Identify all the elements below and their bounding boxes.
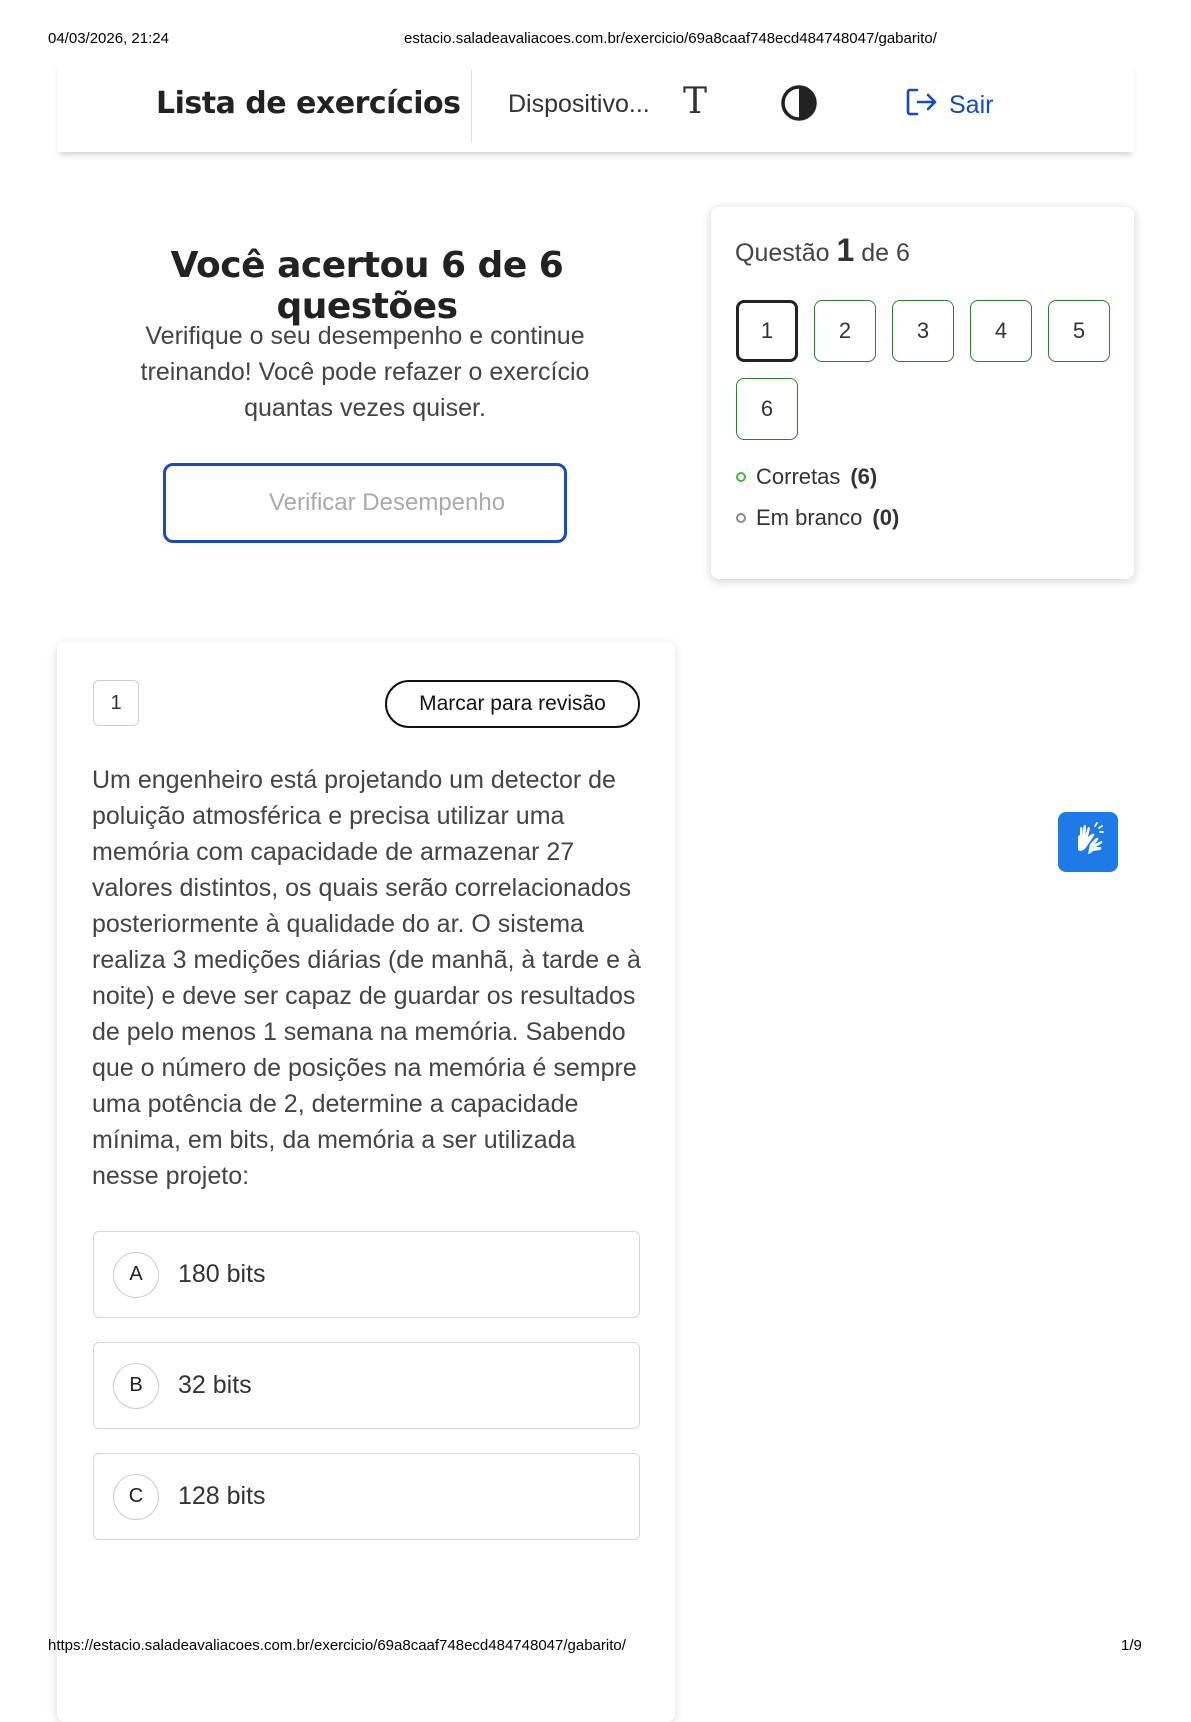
question-counter-suffix: de 6: [861, 239, 910, 267]
option-c[interactable]: [93, 1453, 640, 1540]
option-b[interactable]: [93, 1342, 640, 1429]
option-a[interactable]: [93, 1231, 640, 1318]
question-button-1[interactable]: 1: [736, 300, 798, 362]
correct-dot-icon: [736, 472, 746, 482]
option-label: 128 bits: [178, 1482, 266, 1510]
legend-blank-label: Em branco: [756, 505, 863, 530]
mark-for-review-button[interactable]: Marcar para revisão: [385, 680, 640, 728]
verify-performance-button[interactable]: Verificar Desempenho: [163, 463, 567, 543]
question-counter-prefix: Questão: [735, 239, 830, 267]
question-button-4[interactable]: 4: [970, 300, 1032, 362]
text-size-icon[interactable]: T: [683, 81, 708, 122]
device-selector[interactable]: Dispositivo...: [508, 90, 650, 118]
result-title: Você acertou 6 de 6 questões: [170, 245, 564, 327]
option-letter: A: [113, 1252, 159, 1298]
result-subtitle: Verifique o seu desempenho e continue treinando! Você pode refazer o exercício quantas vezes quiser.: [140, 322, 590, 422]
option-label: 180 bits: [178, 1260, 266, 1288]
legend-correct-label: Corretas: [756, 464, 841, 489]
print-url-header: estacio.saladeavaliacoes.com.br/exercicio/69a8caaf748ecd484748047/gabarito/: [404, 30, 937, 47]
contrast-icon[interactable]: [780, 84, 818, 122]
blank-dot-icon: [736, 513, 746, 523]
page-title: Lista de exercícios: [156, 86, 461, 121]
question-text: Um engenheiro está projetando um detector de poluição atmosférica e precisa utilizar uma memória com capacidade de armazenar 27 valores distintos, os quais serão correlacionados posteriormente à qualidade do ar. O sistema realiza 3 medições diárias (de manhã, à tarde e à noite) e deve ser capaz de guardar os resultados de pelo menos 1 semana na memória. Sabendo que o número de posições na memória é sempre uma potência de 2, determine a capacidade mínima, em bits, da memória a ser utilizada nesse projeto:: [92, 766, 641, 1190]
question-number: 1: [93, 680, 139, 726]
question-counter-current: 1: [836, 232, 855, 268]
sign-language-button[interactable]: [1058, 812, 1118, 872]
question-button-6[interactable]: 6: [736, 378, 798, 440]
header-divider: [471, 70, 472, 142]
print-datetime: 04/03/2026, 21:24: [48, 30, 169, 47]
legend-blank: [736, 505, 899, 531]
exit-icon: [905, 86, 939, 125]
option-label: 32 bits: [178, 1371, 252, 1399]
option-letter: C: [113, 1474, 159, 1520]
question-button-5[interactable]: 5: [1048, 300, 1110, 362]
exit-button[interactable]: [905, 86, 993, 125]
print-page-number: 1/9: [1121, 1637, 1142, 1654]
legend-correct-count: (6): [850, 464, 878, 489]
question-button-3[interactable]: 3: [892, 300, 954, 362]
sign-language-icon: [1068, 820, 1108, 865]
question-button-2[interactable]: 2: [814, 300, 876, 362]
legend-correct: [736, 464, 877, 490]
legend-blank-count: (0): [872, 505, 900, 530]
print-url-footer: https://estacio.saladeavaliacoes.com.br/exercicio/69a8caaf748ecd484748047/gabarito/: [48, 1637, 626, 1654]
option-letter: B: [113, 1363, 159, 1409]
question-counter: [735, 232, 910, 269]
exit-label: Sair: [949, 91, 994, 119]
